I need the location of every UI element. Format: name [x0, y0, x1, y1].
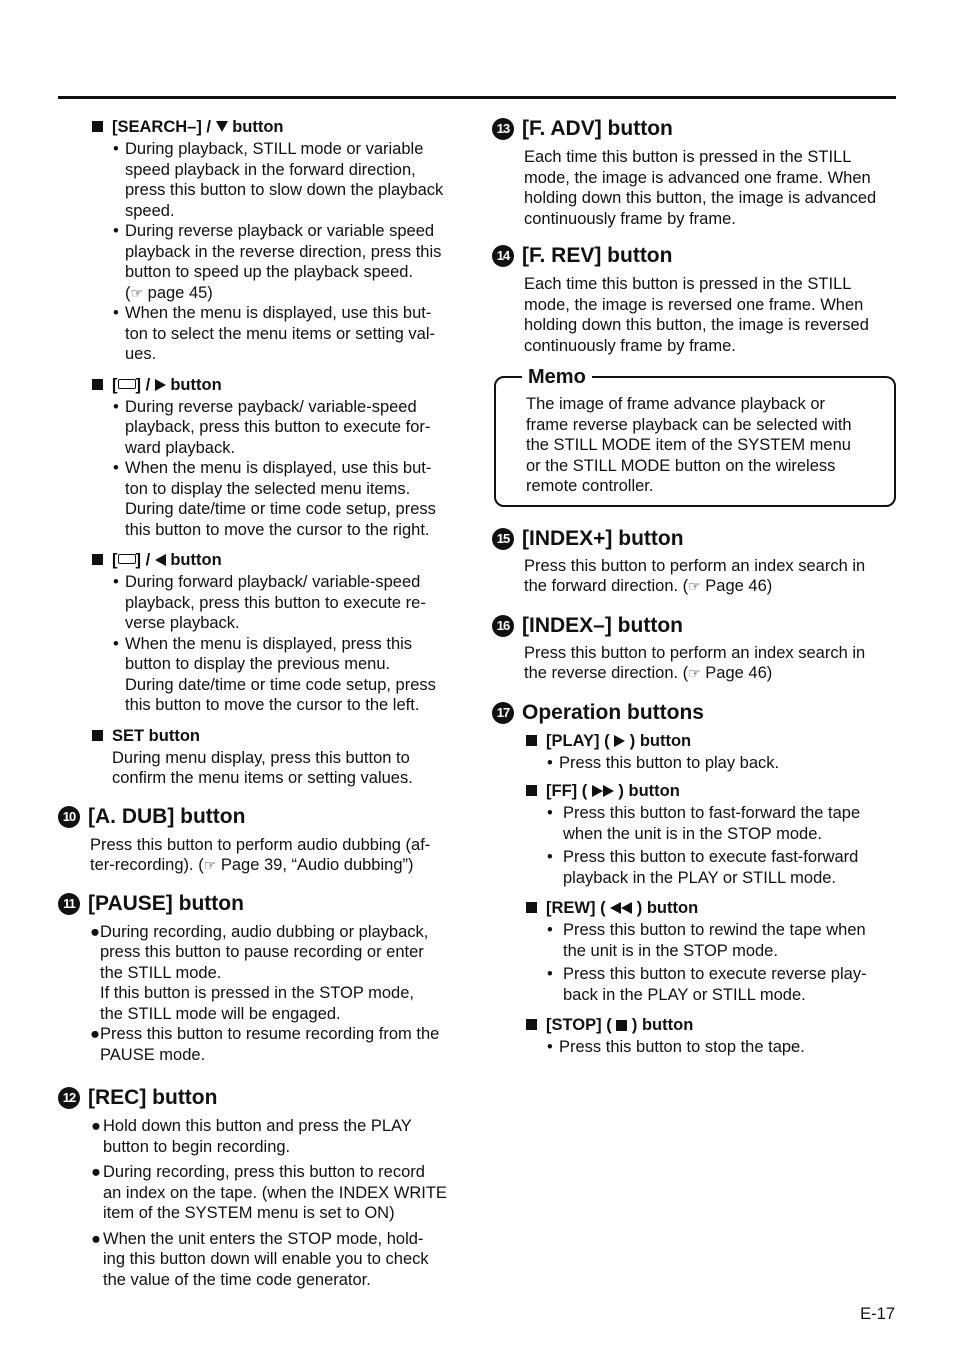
top-rule — [58, 96, 896, 99]
fadv-heading: 13 [F. ADV] button — [492, 116, 896, 142]
bullet-item: ● During recording, press this button to record an index on the tape. (when the INDEX WRITE item of the SYSTEM menu is set to ON) — [91, 1163, 447, 1222]
rewind-icon — [610, 899, 632, 917]
adub-description: Press this button to perform audio dubbing (af- ter-recording). (☞ Page 39, “Audio dubbing”) — [90, 835, 431, 874]
ff-button-heading: [FF] ( ) button — [526, 780, 896, 802]
reverse-button-heading: [ ] / button — [92, 549, 461, 571]
number-badge: 15 — [492, 528, 514, 550]
rew-button-heading: [REW] ( ) button — [526, 897, 896, 919]
bullet-item: • During forward playback/ variable-speed playback, press this button to execute re- verse playback. — [113, 573, 426, 632]
number-badge: 13 — [492, 118, 514, 140]
adub-heading: 10 [A. DUB] button — [58, 804, 461, 830]
square-bullet-icon — [92, 554, 103, 565]
bullet-item: • When the menu is displayed, press this button to display the previous menu. During date/time or time code setup, press this button to move the cursor to the left. — [113, 634, 436, 714]
frev-description: Each time this button is pressed in the STILL mode, the image is reversed one frame. When holding down this button, the image is reversed continuously frame by frame. — [524, 275, 869, 355]
bullet-item: • During playback, STILL mode or variable speed playback in the forward direction, press this button to slow down the playback speed. — [113, 140, 444, 220]
bullet-item: • When the menu is displayed, use this but- ton to select the menu items or setting val- ues. — [113, 304, 435, 363]
number-badge: 10 — [58, 806, 80, 828]
bullet-item: • During reverse payback/ variable-speed playback, press this button to execute for- ward playback. — [113, 397, 431, 457]
fast-forward-icon — [592, 782, 614, 800]
square-bullet-icon — [92, 379, 103, 390]
play-icon — [614, 735, 625, 747]
bullet-item: • Press this button to execute reverse play- back in the PLAY or STILL mode. — [547, 965, 867, 1004]
bullet-item: • During reverse playback or variable speed playback in the reverse direction, press this button to speed up the playback speed. (☞ page 45) — [113, 222, 442, 302]
square-bullet-icon — [92, 730, 103, 741]
number-badge: 16 — [492, 615, 514, 637]
page-reference-icon: ☞ — [130, 284, 144, 301]
page-reference-icon: ☞ — [688, 578, 701, 594]
bullet-item: ●During recording, audio dubbing or playback, press this button to pause recording or enter the STILL mode. If this button is pressed in the STOP mode, the STILL mode will be engaged. — [90, 922, 429, 1023]
square-bullet-icon — [526, 735, 537, 746]
bullet-item: • When the menu is displayed, use this but- ton to display the selected menu items. During date/time or time code setup, press this button to move the cursor to the right. — [113, 459, 436, 539]
number-badge: 11 — [58, 893, 80, 915]
left-triangle-icon — [155, 554, 166, 566]
memo-box — [494, 366, 896, 507]
down-triangle-icon — [216, 121, 228, 132]
page-reference-icon: ☞ — [688, 665, 701, 681]
index-plus-description: Press this button to perform an index search in the forward direction. (☞ Page 46) — [524, 556, 866, 595]
bullet-item: • Press this button to execute fast-forward playback in the PLAY or STILL mode. — [547, 848, 859, 887]
set-button-heading: SET button — [92, 725, 461, 747]
square-bullet-icon — [526, 902, 537, 913]
forward-button-heading: [ ] / button — [92, 374, 461, 396]
search-button-heading: [SEARCH–] / button — [92, 116, 461, 138]
set-button-description: During menu display, press this button to confirm the menu items or setting values. — [112, 748, 413, 787]
tape-icon — [118, 379, 136, 389]
index-minus-description: Press this button to perform an index search in the reverse direction. (☞ Page 46) — [524, 643, 866, 682]
left-column — [58, 116, 461, 1290]
stop-button-heading: [STOP] ( ) button — [526, 1014, 896, 1036]
stop-icon — [616, 1020, 627, 1031]
bullet-item: • Press this button to fast-forward the tape when the unit is in the STOP mode. — [547, 804, 861, 843]
square-bullet-icon — [526, 785, 537, 796]
pause-heading: 11 [PAUSE] button — [58, 891, 461, 917]
bullet-item: • Press this button to stop the tape. — [547, 1038, 805, 1056]
memo-text: The image of frame advance playback or frame reverse playback can be selected with the STILL MODE item of the SYSTEM menu or the STILL MODE button on the wireless remote controller. — [526, 395, 852, 495]
bullet-item: • Press this button to play back. — [547, 753, 780, 772]
bullet-item: ● Hold down this button and press the PLAY button to begin recording. — [91, 1117, 412, 1156]
index-plus-heading: 15 [INDEX+] button — [492, 526, 896, 552]
right-triangle-icon — [155, 379, 166, 391]
right-column — [492, 116, 896, 1058]
play-button-heading: [PLAY] ( ) button — [526, 730, 896, 752]
page-number: E-17 — [860, 1305, 895, 1323]
operation-buttons-heading: 17 Operation buttons — [492, 700, 896, 726]
tape-icon — [118, 554, 136, 564]
frev-heading: 14 [F. REV] button — [492, 243, 896, 269]
number-badge: 12 — [58, 1087, 80, 1109]
memo-title: Memo — [522, 365, 592, 389]
number-badge: 17 — [492, 702, 514, 724]
square-bullet-icon — [526, 1019, 537, 1030]
index-minus-heading: 16 [INDEX–] button — [492, 613, 896, 639]
bullet-item: • Press this button to rewind the tape when the unit is in the STOP mode. — [547, 921, 866, 960]
rec-heading: 12 [REC] button — [58, 1085, 461, 1111]
square-bullet-icon — [92, 121, 103, 132]
page-reference-icon: ☞ — [203, 857, 217, 873]
bullet-item: ●Press this button to resume recording from the PAUSE mode. — [90, 1025, 440, 1064]
number-badge: 14 — [492, 245, 514, 267]
bullet-item: ● When the unit enters the STOP mode, hold- ing this button down will enable you to check the value of the time code generator. — [91, 1229, 429, 1289]
fadv-description: Each time this button is pressed in the STILL mode, the image is advanced one frame. When holding down this button, the image is advanced continuously frame by frame. — [524, 148, 877, 228]
